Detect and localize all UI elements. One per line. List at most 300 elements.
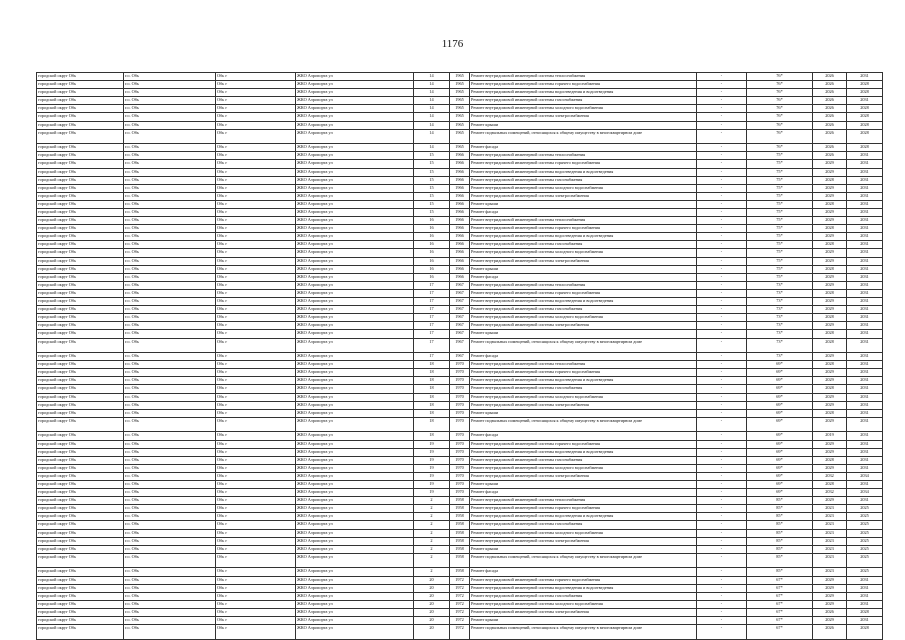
work-type-cell: Ремонт внутридомовой инженерной системы горячего водоснабжения: [470, 225, 697, 233]
settlement-cell: Обь г: [216, 537, 296, 545]
dash-cell: -: [697, 401, 747, 409]
wear-cell: 85*: [747, 513, 813, 521]
table-row: [37, 338, 883, 353]
year-cell: 1966: [450, 168, 470, 176]
street-cell: ЖКО Аэропорта ул: [296, 322, 414, 330]
year-cell: 1970: [450, 385, 470, 393]
year-cell: 1966: [450, 217, 470, 225]
table-row: [37, 369, 883, 377]
work-type-cell: Ремонт внутридомовой инженерной системы горячего водоснабжения: [470, 576, 697, 584]
street-cell: ЖКО Аэропорта ул: [296, 97, 414, 105]
district-cell: городской округ Обь: [37, 121, 124, 129]
house-cell: 20: [414, 608, 450, 616]
dash-cell: -: [697, 592, 747, 600]
year-cell: 1965: [450, 129, 470, 144]
municipality-cell: г.о. Обь: [124, 176, 216, 184]
start-year-cell: 2023: [813, 529, 847, 537]
table-row: [37, 184, 883, 192]
municipality-cell: г.о. Обь: [124, 265, 216, 273]
start-year-cell: 2029: [813, 393, 847, 401]
dash-cell: -: [697, 314, 747, 322]
municipality-cell: г.о. Обь: [124, 409, 216, 417]
wear-cell: 75*: [747, 176, 813, 184]
house-cell: 18: [414, 369, 450, 377]
street-cell: ЖКО Аэропорта ул: [296, 257, 414, 265]
dash-cell: -: [697, 241, 747, 249]
start-year-cell: 2028: [813, 176, 847, 184]
district-cell: городской округ Обь: [37, 233, 124, 241]
house-cell: 19: [414, 448, 450, 456]
work-type-cell: Ремонт внутридомовой инженерной системы теплоснабжения: [470, 497, 697, 505]
municipality-cell: г.о. Обь: [124, 361, 216, 369]
end-year-cell: 2031: [847, 448, 883, 456]
table-row: [37, 225, 883, 233]
wear-cell: 75*: [747, 265, 813, 273]
end-year-cell: 2028: [847, 105, 883, 113]
start-year-cell: 2026: [813, 73, 847, 81]
work-type-cell: Ремонт внутридомовой инженерной системы газоснабжения: [470, 592, 697, 600]
start-year-cell: 2029: [813, 298, 847, 306]
district-cell: городской округ Обь: [37, 241, 124, 249]
street-cell: ЖКО Аэропорта ул: [296, 385, 414, 393]
district-cell: городской округ Обь: [37, 322, 124, 330]
year-cell: 1966: [450, 241, 470, 249]
wear-cell: 75*: [747, 217, 813, 225]
house-cell: 2: [414, 553, 450, 568]
municipality-cell: г.о. Обь: [124, 298, 216, 306]
district-cell: городской округ Обь: [37, 184, 124, 192]
end-year-cell: 2031: [847, 152, 883, 160]
municipality-cell: г.о. Обь: [124, 241, 216, 249]
table-row: [37, 265, 883, 273]
municipality-cell: г.о. Обь: [124, 369, 216, 377]
dash-cell: -: [697, 192, 747, 200]
table-row: [37, 160, 883, 168]
work-type-cell: Ремонт внутридомовой инженерной системы горячего водоснабжения: [470, 81, 697, 89]
table-row: [37, 568, 883, 576]
table-row: [37, 448, 883, 456]
table-row: [37, 353, 883, 361]
municipality-cell: г.о. Обь: [124, 489, 216, 497]
house-cell: 17: [414, 322, 450, 330]
street-cell: ЖКО Аэропорта ул: [296, 600, 414, 608]
year-cell: 1972: [450, 592, 470, 600]
municipality-cell: г.о. Обь: [124, 144, 216, 152]
table-row: [37, 129, 883, 144]
street-cell: ЖКО Аэропорта ул: [296, 113, 414, 121]
street-cell: ЖКО Аэропорта ул: [296, 529, 414, 537]
start-year-cell: 2029: [813, 576, 847, 584]
dash-cell: -: [697, 608, 747, 616]
start-year-cell: 2026: [813, 625, 847, 640]
end-year-cell: 2031: [847, 314, 883, 322]
wear-cell: 69*: [747, 448, 813, 456]
table-row: [37, 464, 883, 472]
wear-cell: 69*: [747, 417, 813, 432]
year-cell: 1970: [450, 401, 470, 409]
wear-cell: 75*: [747, 160, 813, 168]
municipality-cell: г.о. Обь: [124, 152, 216, 160]
street-cell: ЖКО Аэропорта ул: [296, 152, 414, 160]
start-year-cell: 2029: [813, 217, 847, 225]
end-year-cell: 2031: [847, 432, 883, 440]
wear-cell: 76*: [747, 97, 813, 105]
table-row: [37, 89, 883, 97]
district-cell: городской округ Обь: [37, 200, 124, 208]
dash-cell: -: [697, 361, 747, 369]
settlement-cell: Обь г: [216, 217, 296, 225]
street-cell: ЖКО Аэропорта ул: [296, 306, 414, 314]
start-year-cell: 2029: [813, 448, 847, 456]
district-cell: городской округ Обь: [37, 152, 124, 160]
year-cell: 1972: [450, 625, 470, 640]
street-cell: ЖКО Аэропорта ул: [296, 89, 414, 97]
end-year-cell: 2028: [847, 81, 883, 89]
start-year-cell: 2029: [813, 273, 847, 281]
start-year-cell: 2028: [813, 409, 847, 417]
settlement-cell: Обь г: [216, 273, 296, 281]
work-type-cell: Ремонт крыши: [470, 409, 697, 417]
house-cell: 18: [414, 432, 450, 440]
work-type-cell: Ремонт внутридомовой инженерной системы горячего водоснабжения: [470, 289, 697, 297]
dash-cell: -: [697, 144, 747, 152]
work-type-cell: Ремонт крыши: [470, 121, 697, 129]
end-year-cell: 2031: [847, 338, 883, 353]
end-year-cell: 2025: [847, 529, 883, 537]
district-cell: городской округ Обь: [37, 192, 124, 200]
wear-cell: 69*: [747, 393, 813, 401]
dash-cell: -: [697, 369, 747, 377]
dash-cell: -: [697, 338, 747, 353]
settlement-cell: Обь г: [216, 353, 296, 361]
year-cell: 1966: [450, 257, 470, 265]
settlement-cell: Обь г: [216, 489, 296, 497]
municipality-cell: г.о. Обь: [124, 385, 216, 393]
dash-cell: -: [697, 617, 747, 625]
municipality-cell: г.о. Обь: [124, 81, 216, 89]
settlement-cell: Обь г: [216, 521, 296, 529]
end-year-cell: 2028: [847, 625, 883, 640]
work-type-cell: Ремонт внутридомовой инженерной системы водоотведения и водоотведения: [470, 448, 697, 456]
house-cell: 15: [414, 209, 450, 217]
district-cell: городской округ Обь: [37, 129, 124, 144]
dash-cell: -: [697, 481, 747, 489]
municipality-cell: г.о. Обь: [124, 257, 216, 265]
settlement-cell: Обь г: [216, 338, 296, 353]
dash-cell: -: [697, 497, 747, 505]
year-cell: 1958: [450, 497, 470, 505]
house-cell: 20: [414, 576, 450, 584]
wear-cell: 73*: [747, 289, 813, 297]
district-cell: городской округ Обь: [37, 481, 124, 489]
street-cell: ЖКО Аэропорта ул: [296, 608, 414, 616]
district-cell: городской округ Обь: [37, 553, 124, 568]
table-row: [37, 600, 883, 608]
end-year-cell: 2025: [847, 537, 883, 545]
district-cell: городской округ Обь: [37, 513, 124, 521]
district-cell: городской округ Обь: [37, 369, 124, 377]
street-cell: ЖКО Аэропорта ул: [296, 298, 414, 306]
work-type-cell: Ремонт внутридомовой инженерной системы водоотведения и водоотведения: [470, 233, 697, 241]
wear-cell: 69*: [747, 440, 813, 448]
dash-cell: -: [697, 529, 747, 537]
start-year-cell: 2029: [813, 160, 847, 168]
house-cell: 16: [414, 265, 450, 273]
wear-cell: 75*: [747, 273, 813, 281]
wear-cell: 69*: [747, 369, 813, 377]
work-type-cell: Ремонт крыши: [470, 481, 697, 489]
settlement-cell: Обь г: [216, 377, 296, 385]
start-year-cell: 2029: [813, 600, 847, 608]
start-year-cell: 2029: [813, 209, 847, 217]
end-year-cell: 2031: [847, 481, 883, 489]
end-year-cell: 2031: [847, 584, 883, 592]
dash-cell: -: [697, 306, 747, 314]
settlement-cell: Обь г: [216, 369, 296, 377]
district-cell: городской округ Обь: [37, 385, 124, 393]
street-cell: ЖКО Аэропорта ул: [296, 160, 414, 168]
street-cell: ЖКО Аэропорта ул: [296, 176, 414, 184]
year-cell: 1972: [450, 584, 470, 592]
table-row: [37, 617, 883, 625]
settlement-cell: Обь г: [216, 393, 296, 401]
municipality-cell: г.о. Обь: [124, 448, 216, 456]
year-cell: 1965: [450, 97, 470, 105]
district-cell: городской округ Обь: [37, 592, 124, 600]
street-cell: ЖКО Аэропорта ул: [296, 377, 414, 385]
municipality-cell: г.о. Обь: [124, 576, 216, 584]
settlement-cell: Обь г: [216, 168, 296, 176]
year-cell: 1970: [450, 417, 470, 432]
municipality-cell: г.о. Обь: [124, 113, 216, 121]
wear-cell: 69*: [747, 377, 813, 385]
start-year-cell: 2029: [813, 401, 847, 409]
street-cell: ЖКО Аэропорта ул: [296, 241, 414, 249]
settlement-cell: Обь г: [216, 314, 296, 322]
end-year-cell: 2031: [847, 168, 883, 176]
house-cell: 16: [414, 241, 450, 249]
start-year-cell: 2029: [813, 417, 847, 432]
wear-cell: 75*: [747, 249, 813, 257]
municipality-cell: г.о. Обь: [124, 73, 216, 81]
table-row: [37, 576, 883, 584]
year-cell: 1965: [450, 144, 470, 152]
work-type-cell: Ремонт внутридомовой инженерной системы холодного водоснабжения: [470, 529, 697, 537]
wear-cell: 85*: [747, 553, 813, 568]
municipality-cell: г.о. Обь: [124, 89, 216, 97]
work-type-cell: Ремонт внутридомовой инженерной системы холодного водоснабжения: [470, 600, 697, 608]
dash-cell: -: [697, 160, 747, 168]
dash-cell: -: [697, 273, 747, 281]
street-cell: ЖКО Аэропорта ул: [296, 521, 414, 529]
district-cell: городской округ Обь: [37, 521, 124, 529]
end-year-cell: 2031: [847, 241, 883, 249]
start-year-cell: 2029: [813, 584, 847, 592]
work-type-cell: Ремонт внутридомовой инженерной системы газоснабжения: [470, 306, 697, 314]
end-year-cell: 2025: [847, 568, 883, 576]
work-type-cell: Ремонт внутридомовой инженерной системы теплоснабжения: [470, 217, 697, 225]
year-cell: 1967: [450, 289, 470, 297]
dash-cell: -: [697, 249, 747, 257]
dash-cell: -: [697, 576, 747, 584]
year-cell: 1958: [450, 505, 470, 513]
wear-cell: 76*: [747, 105, 813, 113]
settlement-cell: Обь г: [216, 113, 296, 121]
start-year-cell: 2026: [813, 81, 847, 89]
wear-cell: 69*: [747, 409, 813, 417]
house-cell: 20: [414, 592, 450, 600]
dash-cell: -: [697, 472, 747, 480]
street-cell: ЖКО Аэропорта ул: [296, 553, 414, 568]
start-year-cell: 2019: [813, 432, 847, 440]
table-row: [37, 241, 883, 249]
municipality-cell: г.о. Обь: [124, 353, 216, 361]
table-row: [37, 273, 883, 281]
year-cell: 1967: [450, 353, 470, 361]
dash-cell: -: [697, 113, 747, 121]
house-cell: 18: [414, 385, 450, 393]
work-type-cell: Ремонт подвальных помещений, относящихся к общему имуществу в многоквартирном доме: [470, 338, 697, 353]
settlement-cell: Обь г: [216, 209, 296, 217]
start-year-cell: 2029: [813, 322, 847, 330]
work-type-cell: Ремонт подвальных помещений, относящихся к общему имуществу в многоквартирном доме: [470, 129, 697, 144]
municipality-cell: г.о. Обь: [124, 584, 216, 592]
district-cell: городской округ Обь: [37, 225, 124, 233]
year-cell: 1970: [450, 472, 470, 480]
year-cell: 1958: [450, 529, 470, 537]
year-cell: 1966: [450, 233, 470, 241]
municipality-cell: г.о. Обь: [124, 625, 216, 640]
district-cell: городской округ Обь: [37, 625, 124, 640]
settlement-cell: Обь г: [216, 553, 296, 568]
street-cell: ЖКО Аэропорта ул: [296, 330, 414, 338]
wear-cell: 75*: [747, 192, 813, 200]
table-row: [37, 105, 883, 113]
start-year-cell: 2029: [813, 168, 847, 176]
municipality-cell: г.о. Обь: [124, 322, 216, 330]
table-row: [37, 592, 883, 600]
house-cell: 18: [414, 401, 450, 409]
house-cell: 17: [414, 289, 450, 297]
house-cell: 14: [414, 97, 450, 105]
municipality-cell: г.о. Обь: [124, 432, 216, 440]
street-cell: ЖКО Аэропорта ул: [296, 472, 414, 480]
municipality-cell: г.о. Обь: [124, 200, 216, 208]
street-cell: ЖКО Аэропорта ул: [296, 353, 414, 361]
year-cell: 1966: [450, 176, 470, 184]
start-year-cell: 2026: [813, 608, 847, 616]
settlement-cell: Обь г: [216, 440, 296, 448]
municipality-cell: г.о. Обь: [124, 192, 216, 200]
municipality-cell: г.о. Обь: [124, 417, 216, 432]
wear-cell: 85*: [747, 521, 813, 529]
table-row: [37, 456, 883, 464]
end-year-cell: 2031: [847, 456, 883, 464]
work-type-cell: Ремонт внутридомовой инженерной системы газоснабжения: [470, 97, 697, 105]
settlement-cell: Обь г: [216, 257, 296, 265]
end-year-cell: 2031: [847, 257, 883, 265]
table-row: [37, 505, 883, 513]
work-type-cell: Ремонт внутридомовой инженерной системы электроснабжения: [470, 537, 697, 545]
municipality-cell: г.о. Обь: [124, 225, 216, 233]
street-cell: ЖКО Аэропорта ул: [296, 144, 414, 152]
dash-cell: -: [697, 152, 747, 160]
end-year-cell: 2034: [847, 472, 883, 480]
year-cell: 1966: [450, 209, 470, 217]
year-cell: 1966: [450, 192, 470, 200]
start-year-cell: 2026: [813, 89, 847, 97]
district-cell: городской округ Обь: [37, 160, 124, 168]
table-row: [37, 330, 883, 338]
start-year-cell: 2026: [813, 144, 847, 152]
table-row: [37, 192, 883, 200]
table-row: [37, 73, 883, 81]
year-cell: 1958: [450, 568, 470, 576]
year-cell: 1972: [450, 617, 470, 625]
wear-cell: 75*: [747, 225, 813, 233]
year-cell: 1970: [450, 489, 470, 497]
wear-cell: 76*: [747, 113, 813, 121]
district-cell: городской округ Обь: [37, 568, 124, 576]
table-row: [37, 513, 883, 521]
dash-cell: -: [697, 625, 747, 640]
house-cell: 16: [414, 233, 450, 241]
settlement-cell: Обь г: [216, 241, 296, 249]
start-year-cell: 2029: [813, 306, 847, 314]
dash-cell: -: [697, 105, 747, 113]
end-year-cell: 2031: [847, 576, 883, 584]
house-cell: 2: [414, 537, 450, 545]
wear-cell: 73*: [747, 322, 813, 330]
settlement-cell: Обь г: [216, 298, 296, 306]
municipality-cell: г.о. Обь: [124, 233, 216, 241]
dash-cell: -: [697, 409, 747, 417]
municipality-cell: г.о. Обь: [124, 160, 216, 168]
dash-cell: -: [697, 456, 747, 464]
year-cell: 1967: [450, 338, 470, 353]
start-year-cell: 2029: [813, 192, 847, 200]
house-cell: 18: [414, 361, 450, 369]
year-cell: 1966: [450, 225, 470, 233]
district-cell: городской округ Обь: [37, 289, 124, 297]
year-cell: 1967: [450, 322, 470, 330]
municipality-cell: г.о. Обь: [124, 184, 216, 192]
house-cell: 2: [414, 521, 450, 529]
end-year-cell: 2031: [847, 353, 883, 361]
municipality-cell: г.о. Обь: [124, 209, 216, 217]
district-cell: городской округ Обь: [37, 298, 124, 306]
dash-cell: -: [697, 217, 747, 225]
start-year-cell: 2026: [813, 152, 847, 160]
district-cell: городской округ Обь: [37, 576, 124, 584]
year-cell: 1958: [450, 513, 470, 521]
district-cell: городской округ Обь: [37, 176, 124, 184]
year-cell: 1966: [450, 273, 470, 281]
end-year-cell: 2025: [847, 553, 883, 568]
end-year-cell: 2031: [847, 73, 883, 81]
street-cell: ЖКО Аэропорта ул: [296, 73, 414, 81]
end-year-cell: 2031: [847, 385, 883, 393]
wear-cell: 73*: [747, 330, 813, 338]
district-cell: городской округ Обь: [37, 113, 124, 121]
work-type-cell: Ремонт внутридомовой инженерной системы холодного водоснабжения: [470, 184, 697, 192]
street-cell: ЖКО Аэропорта ул: [296, 265, 414, 273]
wear-cell: 69*: [747, 432, 813, 440]
settlement-cell: Обь г: [216, 401, 296, 409]
settlement-cell: Обь г: [216, 497, 296, 505]
street-cell: ЖКО Аэропорта ул: [296, 440, 414, 448]
end-year-cell: 2031: [847, 464, 883, 472]
